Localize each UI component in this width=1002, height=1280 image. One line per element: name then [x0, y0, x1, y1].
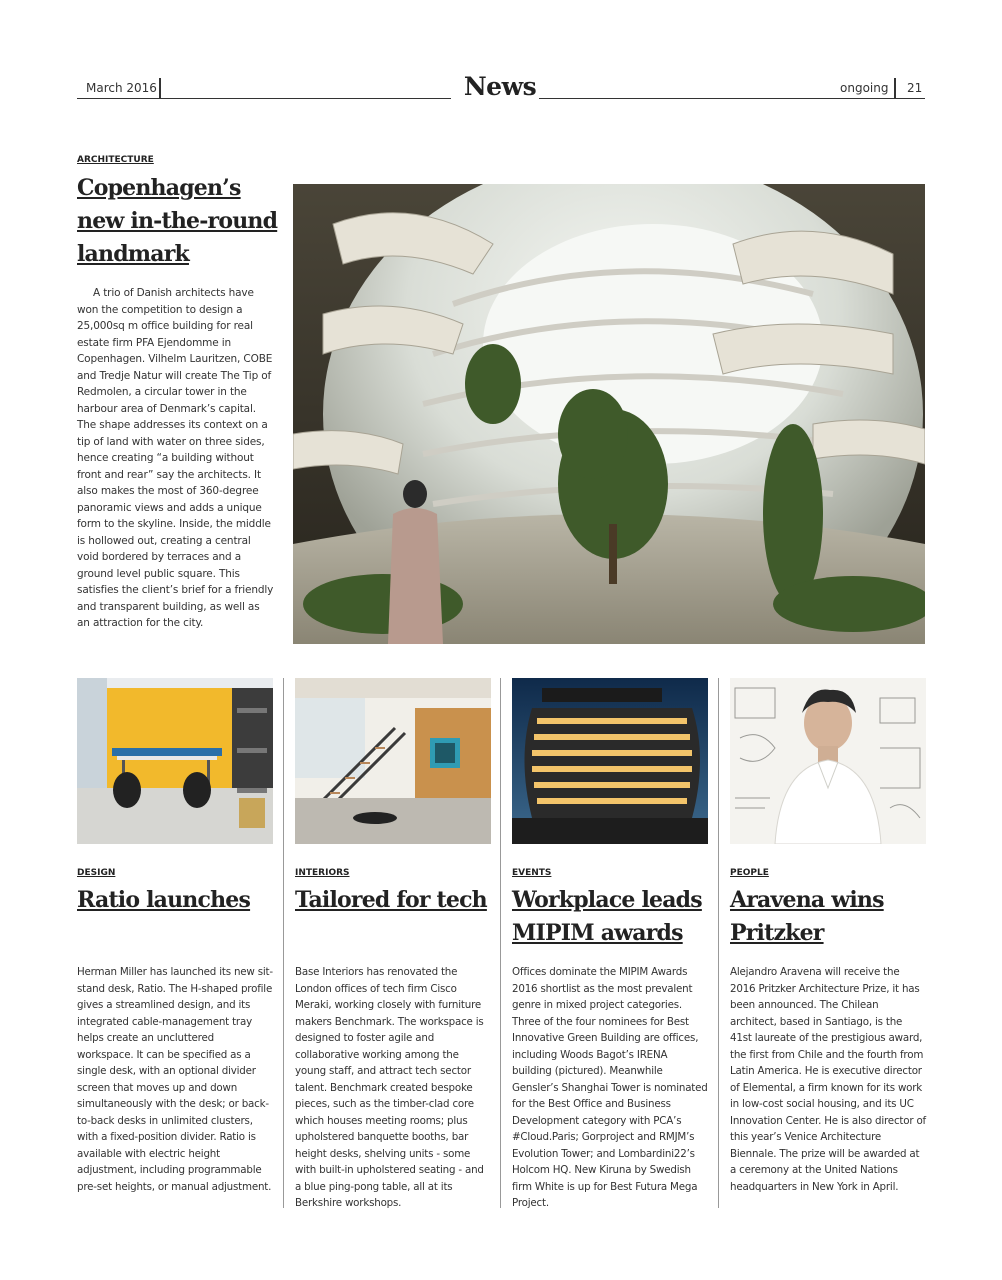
article-kicker: INTERIORS — [295, 868, 350, 878]
feature-kicker: ARCHITECTURE — [77, 155, 154, 165]
article-body: Herman Miller has launched its new sit-stand desk, Ratio. The H-shaped profile gives a streamlined design, and its integrated cable-management tray helps create an uncluttered workspace. It can be specified as a single desk, with an optional divider screen that moves up and down simultaneously with the desk; or back-to-back desks in unlimited clusters, with a fixed-position divider. Ratio is available with electric height adjustment, including programmable pre-set heights, or manual adjustment. — [77, 966, 273, 1193]
article-headline: Tailored for tech — [295, 887, 487, 913]
header-rule-right — [539, 98, 925, 99]
article-kicker: PEOPLE — [730, 868, 769, 878]
article-headline: Workplace leads MIPIM awards — [512, 887, 702, 946]
column-divider — [718, 678, 719, 1208]
feature-body: A trio of Danish architects have won the competition to design a 25,000sq m office building for real estate firm PFA Ejendomme in Copenhagen. Vilhelm Lauritzen, COBE and Tredje Natur will create The Tip of Redmolen, a circular tower in the harbour area of Denmark’s capital. The shape addresses its context on a tip of land with water on three sides, hence creating “a building without front and rear” say the architects. It also makes the most of 360-degree panoramic views and adds a unique form to the skyline. Inside, the middle is hollowed out, creating a central void bordered by terraces and a ground level public square. This satisfies the client’s brief for a friendly and transparent building, as well as an attraction for the city. — [77, 287, 274, 629]
header-rule-left — [77, 98, 451, 99]
article-kicker: EVENTS — [512, 868, 552, 878]
irena-building-image — [512, 678, 708, 844]
page-header — [77, 72, 925, 102]
column-divider — [500, 678, 501, 1208]
article-headline: Aravena wins Pritzker — [730, 887, 884, 946]
feature-headline: Copenhagen’s new in-the-round landmark — [77, 175, 278, 267]
article-body: Base Interiors has renovated the London offices of tech firm Cisco Meraki, working closely with furniture makers Benchmark. The workspace is designed to foster agile and collaborative working among the young staff, and attract tech sector talent. Benchmark created bespoke pieces, such as the timber-clad core which houses meeting rooms; plus upholstered banquette booths, bar height desks, shelving units - some with built-in upholstered seating - and a blue ping-pong table, all at its Berkshire workshops. — [295, 966, 484, 1209]
issue-date: March 2016 — [86, 81, 157, 95]
header-divider — [894, 78, 896, 98]
column-divider — [283, 678, 284, 1208]
article-body: Offices dominate the MIPIM Awards 2016 shortlist as the most prevalent genre in mixed project categories. Three of the four nominees for Best Innovative Green Building are offices, including Woods Bagot’s IRENA building (pictured). Meanwhile Gensler’s Shanghai Tower is nominated for the Best Office and Business Development category with PCA’s #Cloud.Paris; Gorproject and RMJM’s Evolution Tower; and Lombardini22’s Holcom HQ. New Kiruna by Swedish firm White is up for Best Futura Mega Project. — [512, 966, 708, 1209]
section-status: ongoing — [840, 81, 889, 95]
ratio-desk-image — [77, 678, 273, 844]
header-divider — [159, 78, 161, 98]
cisco-meraki-office-image — [295, 678, 491, 844]
page-number: 21 — [907, 81, 923, 95]
atrium-render-image — [293, 184, 925, 644]
article-headline: Ratio launches — [77, 887, 251, 913]
alejandro-aravena-portrait-image — [730, 678, 926, 844]
article-body: Alejandro Aravena will receive the 2016 Pritzker Architecture Prize, it has been announced. The Chilean architect, based in Santiago, is the 41st laureate of the prestigious award, the first from Chile and the fourth from Latin America. He is executive director of Elemental, a firm known for its work in low-cost social housing, and its UC Innovation Center. He is also director of this year’s Venice Architecture Biennale. The prize will be awarded at a ceremony at the United Nations headquarters in New York in April. — [730, 966, 926, 1193]
article-kicker: DESIGN — [77, 868, 116, 878]
section-title: News — [463, 72, 537, 101]
